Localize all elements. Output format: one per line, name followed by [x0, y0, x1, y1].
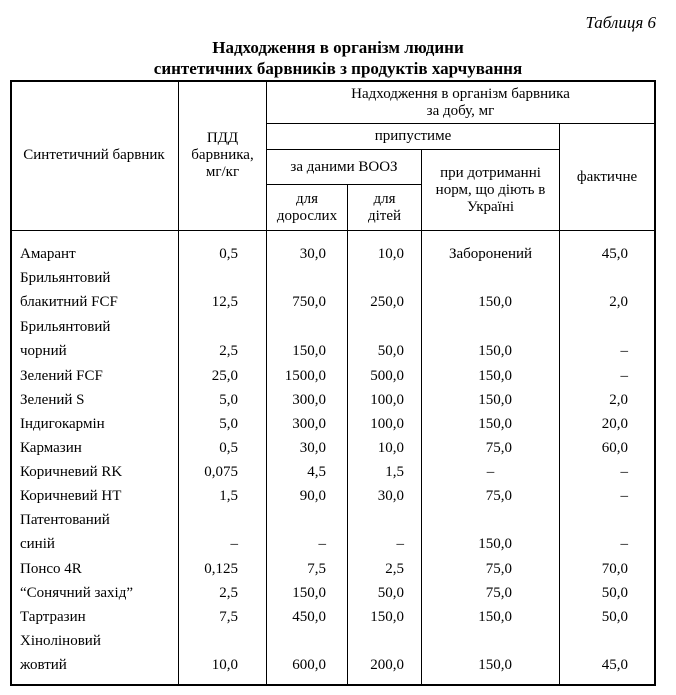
- row-who-children: 50,0: [377, 343, 404, 359]
- row-pdd: 2,5: [219, 585, 238, 601]
- row-pdd: 10,0: [211, 657, 238, 673]
- row-dye-name: Кармазин: [20, 440, 82, 456]
- row-dye-name: Індигокармін: [20, 416, 105, 432]
- row-pdd: 0,075: [204, 464, 238, 480]
- row-who-adults: –: [318, 536, 326, 552]
- row-ukraine: 150,0: [478, 657, 512, 673]
- row-dye-name: Коричневий HT: [20, 488, 122, 504]
- row-ukraine: 75,0: [485, 488, 512, 504]
- row-dye-name: чорний: [20, 343, 67, 359]
- row-dye-name: Патентований: [20, 512, 110, 528]
- row-who-adults: 300,0: [292, 416, 326, 432]
- row-pdd: 25,0: [211, 368, 238, 384]
- row-actual: 60,0: [601, 440, 628, 456]
- row-actual: 2,0: [609, 294, 628, 310]
- row-ukraine: 75,0: [485, 585, 512, 601]
- row-pdd: 1,5: [219, 488, 238, 504]
- header-dye: Синтетичний барвник: [23, 146, 165, 163]
- header-intake: Надходження в організм барвника за добу, мг: [351, 85, 570, 119]
- row-who-children: 50,0: [377, 585, 404, 601]
- row-actual: 2,0: [609, 392, 628, 408]
- row-who-adults: 90,0: [299, 488, 326, 504]
- row-who-adults: 300,0: [292, 392, 326, 408]
- row-dye-name: Понсо 4R: [20, 561, 82, 577]
- row-pdd: 2,5: [219, 343, 238, 359]
- row-who-adults: 30,0: [299, 246, 326, 262]
- row-who-children: –: [396, 536, 404, 552]
- row-who-children: 150,0: [370, 609, 404, 625]
- row-who-children: 30,0: [377, 488, 404, 504]
- row-actual: 20,0: [601, 416, 628, 432]
- row-pdd: –: [230, 536, 238, 552]
- row-ukraine: 150,0: [478, 343, 512, 359]
- row-who-adults: 4,5: [307, 464, 326, 480]
- row-ukraine: 150,0: [478, 368, 512, 384]
- row-dye-name: Брильянтовий: [20, 270, 111, 286]
- row-ukraine: 150,0: [478, 609, 512, 625]
- row-ukraine: 150,0: [478, 294, 512, 310]
- row-who-adults: 750,0: [292, 294, 326, 310]
- row-dye-name: Коричневий RK: [20, 464, 123, 480]
- row-ukraine: Заборонений: [448, 246, 533, 262]
- row-pdd: 0,5: [219, 440, 238, 456]
- col-line-3: [347, 184, 348, 686]
- header-pdd: ПДД барвника, мг/кг: [191, 129, 254, 180]
- row-actual: –: [620, 464, 628, 480]
- row-pdd: 0,5: [219, 246, 238, 262]
- row-ukraine: 75,0: [485, 440, 512, 456]
- header-allowed: припустиме: [374, 128, 452, 144]
- row-pdd: 5,0: [219, 392, 238, 408]
- row-pdd: 5,0: [219, 416, 238, 432]
- row-actual: –: [620, 343, 628, 359]
- header-children: для дітей: [367, 190, 402, 224]
- row-actual: 45,0: [601, 657, 628, 673]
- table-title-line-2: синтетичних барвників з продуктів харчування: [153, 59, 523, 78]
- header-adults: для дорослих: [276, 190, 338, 224]
- row-dye-name: Тартразин: [20, 609, 86, 625]
- row-actual: 70,0: [601, 561, 628, 577]
- row-who-adults: 150,0: [292, 343, 326, 359]
- row-who-children: 200,0: [370, 657, 404, 673]
- table-border-right: [654, 80, 656, 686]
- header-actual: фактичне: [576, 168, 638, 185]
- row-ukraine: 75,0: [485, 561, 512, 577]
- row-who-children: 100,0: [370, 392, 404, 408]
- row-who-adults: 150,0: [292, 585, 326, 601]
- row-pdd: 0,125: [204, 561, 238, 577]
- row-who-children: 250,0: [370, 294, 404, 310]
- row-actual: –: [620, 368, 628, 384]
- row-dye-name: Зелений FCF: [20, 368, 103, 384]
- row-ukraine: 150,0: [478, 416, 512, 432]
- row-who-adults: 1500,0: [284, 368, 326, 384]
- row-who-adults: 30,0: [299, 440, 326, 456]
- row-dye-name: блакитний FCF: [20, 294, 118, 310]
- table-label: Таблиця 6: [585, 13, 656, 32]
- row-pdd: 12,5: [211, 294, 238, 310]
- row-ukraine: –: [486, 464, 495, 480]
- row-ukraine: 150,0: [478, 392, 512, 408]
- row-who-adults: 7,5: [307, 561, 326, 577]
- row-ukraine: 150,0: [478, 536, 512, 552]
- row-dye-name: Брильянтовий: [20, 319, 111, 335]
- row-who-children: 1,5: [385, 464, 404, 480]
- row-who-adults: 450,0: [292, 609, 326, 625]
- header-who: за даними ВООЗ: [290, 158, 398, 175]
- row-dye-name: Хінoліновий: [20, 633, 101, 649]
- row-actual: –: [620, 536, 628, 552]
- row-dye-name: синій: [20, 536, 55, 552]
- row-dye-name: Зелений S: [20, 392, 85, 408]
- row-dye-name: жовтий: [20, 657, 67, 673]
- row-who-children: 2,5: [385, 561, 404, 577]
- header-ukraine: при дотриманні норм, що діють в Україні: [435, 164, 546, 215]
- row-who-adults: 600,0: [292, 657, 326, 673]
- row-actual: –: [620, 488, 628, 504]
- row-actual: 50,0: [601, 585, 628, 601]
- row-pdd: 7,5: [219, 609, 238, 625]
- row-who-children: 10,0: [377, 246, 404, 262]
- dye-intake-table: [10, 80, 656, 686]
- row-who-children: 100,0: [370, 416, 404, 432]
- row-dye-name: “Сонячний захід”: [20, 585, 134, 601]
- table-title-line-1: Надходження в організм людини: [212, 38, 464, 57]
- row-actual: 50,0: [601, 609, 628, 625]
- row-actual: 45,0: [601, 246, 628, 262]
- row-who-children: 500,0: [370, 368, 404, 384]
- row-who-children: 10,0: [377, 440, 404, 456]
- row-dye-name: Амарант: [20, 246, 76, 262]
